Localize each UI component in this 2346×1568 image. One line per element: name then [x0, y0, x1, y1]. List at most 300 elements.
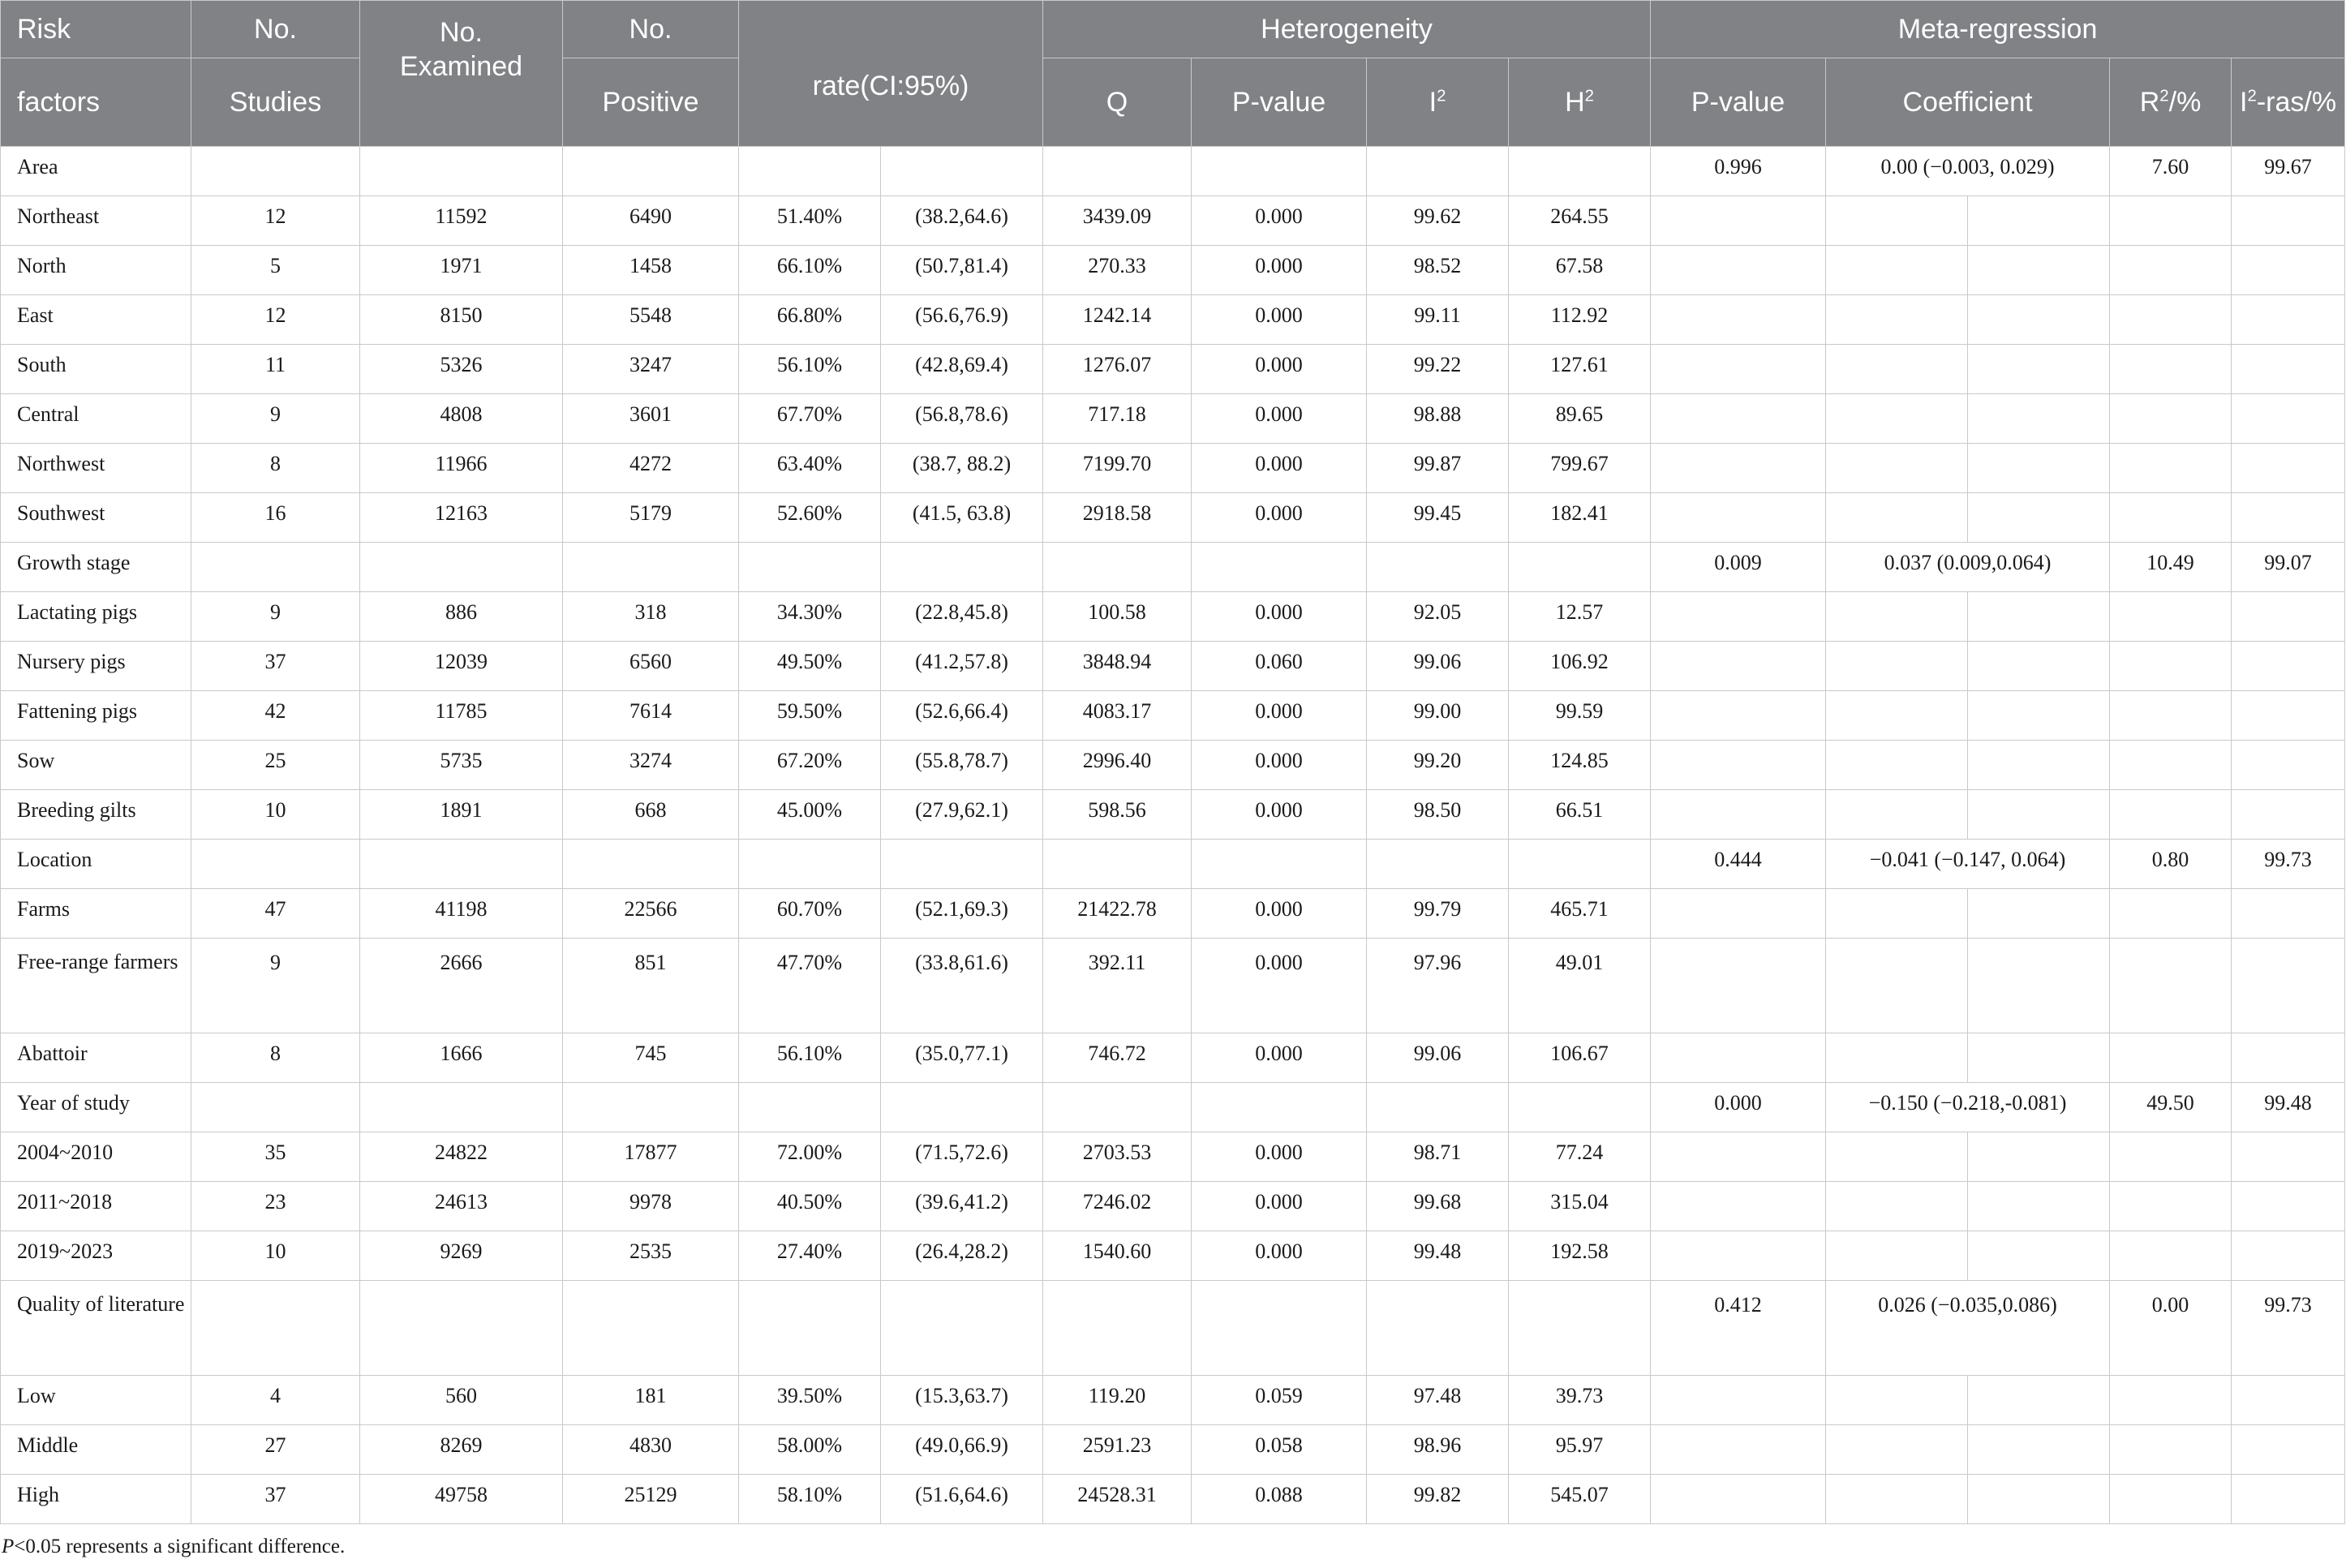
cell-coefficient-b	[1968, 691, 2110, 741]
cell-rate	[739, 1083, 881, 1132]
cell-i2	[1367, 1281, 1509, 1376]
cell-studies: 9	[191, 592, 360, 642]
cell-coefficient-a	[1826, 1231, 1968, 1281]
cell-rate: 39.50%	[739, 1376, 881, 1425]
cell-p: 0.000	[1192, 295, 1367, 345]
cell-coefficient-b	[1968, 642, 2110, 691]
cell-p: 0.000	[1192, 939, 1367, 1033]
cell-mr-p-value	[1651, 1033, 1826, 1083]
cell-positive	[563, 840, 739, 889]
cell-studies: 12	[191, 295, 360, 345]
cell-coefficient-b	[1968, 1475, 2110, 1524]
cell-i2-ras	[2232, 790, 2345, 840]
cell-examined: 8150	[360, 295, 563, 345]
row-label: Central	[1, 394, 191, 444]
cell-i2: 98.50	[1367, 790, 1509, 840]
cell-r2	[2110, 493, 2232, 543]
cell-p: 0.000	[1192, 1132, 1367, 1182]
cell-h2	[1509, 840, 1651, 889]
cell-studies: 42	[191, 691, 360, 741]
cell-h2: 264.55	[1509, 196, 1651, 246]
cell-r2	[2110, 889, 2232, 939]
cell-studies: 16	[191, 493, 360, 543]
cell-h2: 95.97	[1509, 1425, 1651, 1475]
cell-r2	[2110, 691, 2232, 741]
cell-positive: 7614	[563, 691, 739, 741]
header-r2: $R^2/\%$	[2110, 58, 2232, 147]
cell-studies: 12	[191, 196, 360, 246]
cell-h2	[1509, 543, 1651, 592]
cell-coefficient-a	[1826, 1425, 1968, 1475]
cell-r2: 10.49	[2110, 543, 2232, 592]
row-label: Fattening pigs	[1, 691, 191, 741]
cell-rate: 27.40%	[739, 1231, 881, 1281]
header-studies: Studies	[191, 58, 360, 147]
cell-coefficient-a	[1826, 246, 1968, 295]
cell-i2: 99.68	[1367, 1182, 1509, 1231]
cell-positive: 22566	[563, 889, 739, 939]
cell-i2-ras	[2232, 691, 2345, 741]
cell-ci: (51.6,64.6)	[881, 1475, 1043, 1524]
cell-coefficient-a	[1826, 642, 1968, 691]
group-row	[1, 147, 2345, 196]
row-label: East	[1, 295, 191, 345]
cell-h2: 127.61	[1509, 345, 1651, 394]
header-no-top: No.	[191, 1, 360, 58]
cell-ci: (50.7,81.4)	[881, 246, 1043, 295]
cell-examined	[360, 1281, 563, 1376]
row-label: Middle	[1, 1425, 191, 1475]
cell-i2: 97.48	[1367, 1376, 1509, 1425]
cell-ci: (35.0,77.1)	[881, 1033, 1043, 1083]
group-row	[1, 840, 2345, 889]
cell-mr-p-value: 0.444	[1651, 840, 1826, 889]
cell-positive	[563, 543, 739, 592]
cell-coefficient-a	[1826, 196, 1968, 246]
cell-p: 0.060	[1192, 642, 1367, 691]
cell-positive	[563, 1281, 739, 1376]
row-label: Farms	[1, 889, 191, 939]
cell-rate: 66.10%	[739, 246, 881, 295]
cell-rate: 59.50%	[739, 691, 881, 741]
cell-coefficient-a	[1826, 741, 1968, 790]
cell-rate: 60.70%	[739, 889, 881, 939]
table-row	[1, 1425, 2345, 1475]
cell-r2	[2110, 1132, 2232, 1182]
cell-coefficient-b	[1968, 444, 2110, 493]
cell-positive: 181	[563, 1376, 739, 1425]
cell-mr-p-value	[1651, 691, 1826, 741]
cell-positive: 5179	[563, 493, 739, 543]
group-row	[1, 1281, 2345, 1376]
cell-rate: 56.10%	[739, 345, 881, 394]
cell-ci: (15.3,63.7)	[881, 1376, 1043, 1425]
cell-i2	[1367, 840, 1509, 889]
cell-studies: 25	[191, 741, 360, 790]
cell-r2	[2110, 246, 2232, 295]
cell-i2-ras: 99.07	[2232, 543, 2345, 592]
cell-coefficient: −0.150 (−0.218,-0.081)	[1826, 1083, 2110, 1132]
table-row	[1, 345, 2345, 394]
table-body	[1, 147, 2345, 1524]
cell-r2	[2110, 741, 2232, 790]
cell-p: 0.000	[1192, 790, 1367, 840]
cell-i2: 99.82	[1367, 1475, 1509, 1524]
cell-q: 1276.07	[1043, 345, 1192, 394]
cell-i2: 99.22	[1367, 345, 1509, 394]
cell-r2	[2110, 1033, 2232, 1083]
row-label: Area	[1, 147, 191, 196]
cell-coefficient-a	[1826, 790, 1968, 840]
cell-examined: 8269	[360, 1425, 563, 1475]
header-rate: rate(CI:95%)	[739, 1, 1043, 147]
cell-q: 7199.70	[1043, 444, 1192, 493]
cell-rate	[739, 147, 881, 196]
cell-coefficient-a	[1826, 444, 1968, 493]
cell-i2-ras	[2232, 1182, 2345, 1231]
cell-positive: 4830	[563, 1425, 739, 1475]
cell-q: 392.11	[1043, 939, 1192, 1033]
cell-coefficient: 0.00 (−0.003, 0.029)	[1826, 147, 2110, 196]
cell-rate: 67.70%	[739, 394, 881, 444]
cell-examined: 2666	[360, 939, 563, 1033]
cell-q: 1540.60	[1043, 1231, 1192, 1281]
row-label: South	[1, 345, 191, 394]
cell-q	[1043, 840, 1192, 889]
cell-rate: 49.50%	[739, 642, 881, 691]
cell-studies: 9	[191, 939, 360, 1033]
cell-r2	[2110, 1182, 2232, 1231]
cell-ci	[881, 1281, 1043, 1376]
header-risk-top: Risk	[1, 1, 191, 58]
cell-coefficient-a	[1826, 1182, 1968, 1231]
cell-i2-ras	[2232, 444, 2345, 493]
row-label: Northeast	[1, 196, 191, 246]
cell-r2	[2110, 196, 2232, 246]
row-label: 2019~2023	[1, 1231, 191, 1281]
cell-q: 1242.14	[1043, 295, 1192, 345]
cell-studies: 23	[191, 1182, 360, 1231]
cell-positive: 9978	[563, 1182, 739, 1231]
cell-positive: 25129	[563, 1475, 739, 1524]
cell-i2-ras	[2232, 889, 2345, 939]
cell-positive	[563, 147, 739, 196]
cell-h2	[1509, 1083, 1651, 1132]
cell-coefficient-a	[1826, 1132, 1968, 1182]
cell-h2: 66.51	[1509, 790, 1651, 840]
table-row	[1, 1475, 2345, 1524]
cell-q: 2996.40	[1043, 741, 1192, 790]
cell-q: 746.72	[1043, 1033, 1192, 1083]
cell-positive: 6490	[563, 196, 739, 246]
cell-ci: (42.8,69.4)	[881, 345, 1043, 394]
cell-coefficient-a	[1826, 592, 1968, 642]
header-risk-bottom: factors	[1, 58, 191, 147]
cell-positive: 2535	[563, 1231, 739, 1281]
header-i2-ras: $I^2-ras/\%$	[2232, 58, 2345, 147]
cell-rate: 40.50%	[739, 1182, 881, 1231]
cell-coefficient-b	[1968, 295, 2110, 345]
cell-coefficient: 0.037 (0.009,0.064)	[1826, 543, 2110, 592]
cell-ci: (27.9,62.1)	[881, 790, 1043, 840]
cell-ci: (52.1,69.3)	[881, 889, 1043, 939]
cell-examined: 24822	[360, 1132, 563, 1182]
cell-mr-p-value	[1651, 196, 1826, 246]
cell-i2-ras	[2232, 1425, 2345, 1475]
cell-mr-p-value	[1651, 1231, 1826, 1281]
cell-i2	[1367, 147, 1509, 196]
cell-positive: 3601	[563, 394, 739, 444]
cell-r2	[2110, 1475, 2232, 1524]
cell-examined	[360, 1083, 563, 1132]
cell-ci: (55.8,78.7)	[881, 741, 1043, 790]
cell-coefficient-a	[1826, 889, 1968, 939]
cell-rate: 58.00%	[739, 1425, 881, 1475]
cell-ci: (33.8,61.6)	[881, 939, 1043, 1033]
cell-r2	[2110, 790, 2232, 840]
cell-h2: 106.92	[1509, 642, 1651, 691]
cell-examined	[360, 840, 563, 889]
cell-r2: 7.60	[2110, 147, 2232, 196]
table-row	[1, 642, 2345, 691]
cell-rate: 58.10%	[739, 1475, 881, 1524]
cell-ci	[881, 1083, 1043, 1132]
cell-i2: 98.88	[1367, 394, 1509, 444]
cell-coefficient-b	[1968, 1425, 2110, 1475]
cell-q: 2591.23	[1043, 1425, 1192, 1475]
cell-i2: 99.62	[1367, 196, 1509, 246]
cell-examined: 5326	[360, 345, 563, 394]
cell-coefficient-b	[1968, 592, 2110, 642]
header-coefficient: Coefficient	[1826, 58, 2110, 147]
cell-p: 0.000	[1192, 889, 1367, 939]
cell-r2: 49.50	[2110, 1083, 2232, 1132]
cell-i2: 98.71	[1367, 1132, 1509, 1182]
cell-i2-ras	[2232, 939, 2345, 1033]
cell-mr-p-value	[1651, 939, 1826, 1033]
cell-i2: 99.11	[1367, 295, 1509, 345]
cell-studies	[191, 147, 360, 196]
table-row	[1, 196, 2345, 246]
cell-coefficient-b	[1968, 196, 2110, 246]
cell-q	[1043, 147, 1192, 196]
cell-r2	[2110, 444, 2232, 493]
cell-coefficient: 0.026 (−0.035,0.086)	[1826, 1281, 2110, 1376]
cell-mr-p-value	[1651, 493, 1826, 543]
row-label: Year of study	[1, 1083, 191, 1132]
cell-mr-p-value	[1651, 246, 1826, 295]
cell-h2	[1509, 1281, 1651, 1376]
cell-positive: 6560	[563, 642, 739, 691]
cell-coefficient-b	[1968, 1132, 2110, 1182]
row-label: Nursery pigs	[1, 642, 191, 691]
cell-q: 3848.94	[1043, 642, 1192, 691]
cell-i2: 99.45	[1367, 493, 1509, 543]
row-label: Northwest	[1, 444, 191, 493]
cell-examined: 12039	[360, 642, 563, 691]
cell-mr-p-value	[1651, 1182, 1826, 1231]
row-label: North	[1, 246, 191, 295]
cell-h2: 124.85	[1509, 741, 1651, 790]
cell-studies: 8	[191, 444, 360, 493]
cell-h2: 799.67	[1509, 444, 1651, 493]
cell-q: 119.20	[1043, 1376, 1192, 1425]
header-h2: $H^2$	[1509, 58, 1651, 147]
cell-q: 7246.02	[1043, 1182, 1192, 1231]
table-row	[1, 1033, 2345, 1083]
cell-mr-p-value	[1651, 295, 1826, 345]
cell-p: 0.000	[1192, 592, 1367, 642]
cell-studies	[191, 543, 360, 592]
table-row	[1, 394, 2345, 444]
cell-rate: 56.10%	[739, 1033, 881, 1083]
table-row	[1, 1132, 2345, 1182]
cell-ci: (52.6,66.4)	[881, 691, 1043, 741]
cell-coefficient-b	[1968, 1182, 2110, 1231]
cell-i2: 98.96	[1367, 1425, 1509, 1475]
cell-r2	[2110, 394, 2232, 444]
cell-rate: 34.30%	[739, 592, 881, 642]
cell-i2-ras	[2232, 1231, 2345, 1281]
cell-h2: 39.73	[1509, 1376, 1651, 1425]
cell-ci	[881, 543, 1043, 592]
cell-h2: 465.71	[1509, 889, 1651, 939]
header-heterogeneity: Heterogeneity	[1043, 1, 1651, 58]
cell-rate: 47.70%	[739, 939, 881, 1033]
cell-examined: 4808	[360, 394, 563, 444]
cell-coefficient-b	[1968, 1376, 2110, 1425]
cell-ci: (41.5, 63.8)	[881, 493, 1043, 543]
table-row	[1, 1376, 2345, 1425]
cell-h2: 192.58	[1509, 1231, 1651, 1281]
cell-i2-ras	[2232, 1132, 2345, 1182]
cell-ci: (22.8,45.8)	[881, 592, 1043, 642]
cell-i2: 99.06	[1367, 1033, 1509, 1083]
table-row	[1, 939, 2345, 1033]
cell-ci	[881, 840, 1043, 889]
cell-p	[1192, 147, 1367, 196]
row-label: Low	[1, 1376, 191, 1425]
row-label: High	[1, 1475, 191, 1524]
cell-h2	[1509, 147, 1651, 196]
cell-mr-p-value	[1651, 345, 1826, 394]
cell-q: 3439.09	[1043, 196, 1192, 246]
cell-p	[1192, 1281, 1367, 1376]
cell-positive: 318	[563, 592, 739, 642]
cell-i2	[1367, 543, 1509, 592]
cell-studies: 27	[191, 1425, 360, 1475]
cell-i2: 92.05	[1367, 592, 1509, 642]
table-row	[1, 246, 2345, 295]
cell-studies	[191, 1083, 360, 1132]
cell-coefficient-a	[1826, 1376, 1968, 1425]
cell-q: 270.33	[1043, 246, 1192, 295]
cell-h2: 49.01	[1509, 939, 1651, 1033]
cell-coefficient-a	[1826, 394, 1968, 444]
row-label: Location	[1, 840, 191, 889]
table-row	[1, 493, 2345, 543]
header-no-examined: No. Examined	[360, 1, 563, 147]
cell-mr-p-value	[1651, 1132, 1826, 1182]
cell-r2	[2110, 345, 2232, 394]
cell-mr-p-value: 0.009	[1651, 543, 1826, 592]
cell-examined	[360, 543, 563, 592]
cell-examined: 1666	[360, 1033, 563, 1083]
cell-coefficient-b	[1968, 1231, 2110, 1281]
row-label: Free-range farmers	[1, 939, 191, 1033]
cell-p: 0.000	[1192, 1182, 1367, 1231]
cell-i2-ras	[2232, 295, 2345, 345]
table-row	[1, 790, 2345, 840]
cell-studies	[191, 1281, 360, 1376]
cell-positive: 5548	[563, 295, 739, 345]
cell-p: 0.000	[1192, 246, 1367, 295]
row-label: Growth stage	[1, 543, 191, 592]
cell-rate: 63.40%	[739, 444, 881, 493]
cell-i2: 99.00	[1367, 691, 1509, 741]
cell-p: 0.000	[1192, 741, 1367, 790]
cell-q: 100.58	[1043, 592, 1192, 642]
table-row	[1, 295, 2345, 345]
row-label: Southwest	[1, 493, 191, 543]
cell-ci: (71.5,72.6)	[881, 1132, 1043, 1182]
cell-p: 0.000	[1192, 691, 1367, 741]
cell-h2: 182.41	[1509, 493, 1651, 543]
cell-h2: 89.65	[1509, 394, 1651, 444]
cell-q: 598.56	[1043, 790, 1192, 840]
cell-positive: 745	[563, 1033, 739, 1083]
cell-i2: 99.48	[1367, 1231, 1509, 1281]
cell-i2-ras	[2232, 345, 2345, 394]
cell-i2-ras	[2232, 1475, 2345, 1524]
cell-i2-ras: 99.73	[2232, 1281, 2345, 1376]
cell-mr-p-value	[1651, 1475, 1826, 1524]
cell-coefficient-a	[1826, 345, 1968, 394]
cell-i2-ras	[2232, 493, 2345, 543]
cell-coefficient-b	[1968, 394, 2110, 444]
cell-mr-p-value	[1651, 592, 1826, 642]
cell-r2	[2110, 1376, 2232, 1425]
cell-p	[1192, 1083, 1367, 1132]
cell-r2: 0.80	[2110, 840, 2232, 889]
header-positive: Positive	[563, 58, 739, 147]
table-row	[1, 691, 2345, 741]
header-mr-p-value: P-value	[1651, 58, 1826, 147]
cell-rate	[739, 1281, 881, 1376]
row-label: 2004~2010	[1, 1132, 191, 1182]
cell-i2-ras	[2232, 394, 2345, 444]
cell-p: 0.058	[1192, 1425, 1367, 1475]
cell-mr-p-value	[1651, 741, 1826, 790]
cell-i2-ras	[2232, 246, 2345, 295]
table-row	[1, 592, 2345, 642]
cell-coefficient-b	[1968, 790, 2110, 840]
cell-studies: 5	[191, 246, 360, 295]
cell-q: 4083.17	[1043, 691, 1192, 741]
header-no-positive-top: No.	[563, 1, 739, 58]
row-label: Abattoir	[1, 1033, 191, 1083]
table-header	[1, 1, 2345, 147]
cell-q: 21422.78	[1043, 889, 1192, 939]
table-footnote: P<0.05 represents a significant difference.	[2, 1536, 346, 1557]
cell-coefficient-a	[1826, 295, 1968, 345]
cell-positive: 1458	[563, 246, 739, 295]
cell-p: 0.000	[1192, 196, 1367, 246]
cell-coefficient-b	[1968, 246, 2110, 295]
cell-i2-ras: 99.67	[2232, 147, 2345, 196]
cell-rate: 67.20%	[739, 741, 881, 790]
cell-mr-p-value: 0.996	[1651, 147, 1826, 196]
